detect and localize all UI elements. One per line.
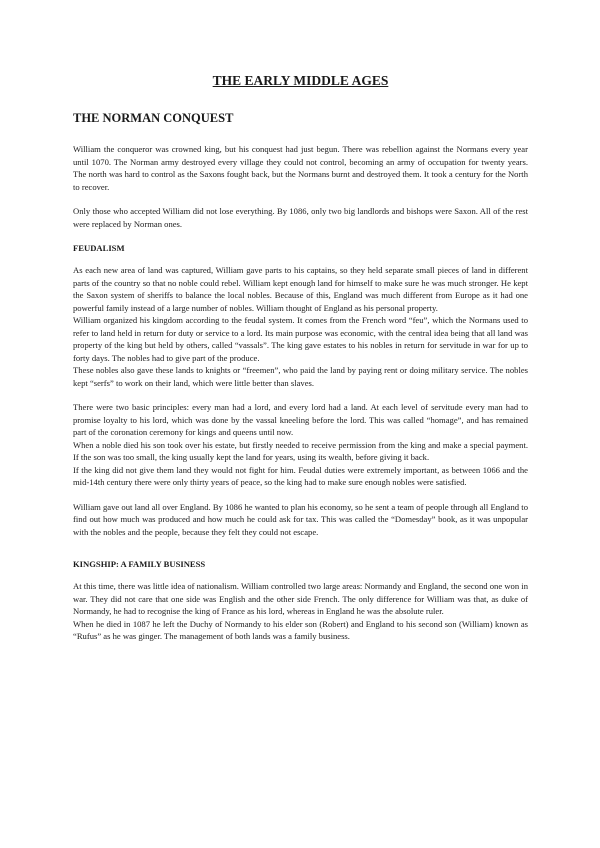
subheading-kingship-main: KINGSHIP bbox=[73, 559, 116, 569]
subheading-kingship-rest: : A FAMILY BUSINESS bbox=[115, 559, 206, 569]
paragraph: If the king did not give them land they would not fight for him. Feudal duties were extremely important, as between 1066 and the mid-14th century there were only thirty years of peace, so the king had to make sure enough nobles were satisfied. bbox=[73, 464, 528, 487]
paragraph: When a noble died his son took over his estate, but firstly needed to receive permission from the king and make a special payment. If the son was too small, the king usually kept the land for years, using its wealth, before giving it back. bbox=[73, 439, 528, 462]
subheading-kingship bbox=[73, 558, 528, 570]
paragraph: William gave out land all over England. By 1086 he wanted to plan his economy, so he sent a team of people through all England to find out how much was produced and how much he could ask for tax. This was called the “Domesday” book, as it was unpopular with the nobles and the people, because they felt they could not escape. bbox=[73, 501, 528, 537]
section-title: THE NORMAN CONQUEST bbox=[73, 111, 234, 125]
paragraph: Only those who accepted William did not lose everything. By 1086, only two big landlords and bishops were Saxon. All of the rest were replaced by Norman ones. bbox=[73, 206, 528, 229]
paragraph: These nobles also gave these lands to knights or “freemen”, who paid the land by paying rent or doing military service. The nobles kept “serfs” to work on their land, which were little better than slaves. bbox=[73, 365, 528, 388]
subheading-feudalism: FEUDALISM bbox=[73, 243, 125, 253]
paragraph: When he died in 1087 he left the Duchy of Normandy to his elder son (Robert) and England to his second son (William) known as “Rufus” as he was ginger. The management of both lands was a family business. bbox=[73, 618, 528, 641]
paragraph: William organized his kingdom according to the feudal system. It comes from the French word “feu”, which the Normans used to refer to land held in return for duty or service to a lord. Its main purpose was economic, with the central idea being that all land was property of the king but held by others, called “vassals”. The king gave estates to his nobles in return for servitude in war for up to forty days. The nobles had to give part of the produce. bbox=[73, 315, 528, 363]
paragraph: As each new area of land was captured, William gave parts to his captains, so they held separate small pieces of land in different parts of the country so that no noble could rebel. William kept enough land for himself to make sure he was much stronger. He kept the Saxon system of sheriffs to balance the local nobles. Because of this, England was much different from Europe as it had one powerful family instead of a large number of nobles. William thought of England as his personal property. bbox=[73, 265, 528, 313]
paragraph: At this time, there was little idea of nationalism. William controlled two large areas: Normandy and England, the second one won in war. They did not care that one side was English and the other side French. The only difference for William was that, as duke of Normandy, he had to recognise the king of France as his lord, whereas in England he was the absolute ruler. bbox=[73, 581, 528, 616]
paragraph: There were two basic principles: every man had a lord, and every lord had a land. At each level of servitude every man had to promise loyalty to his lord, which was done by the vassal kneeling before the lord. This was called “homage”, and has remained part of the coronation ceremony for kings and queens until now. bbox=[73, 402, 528, 437]
paragraph: William the conqueror was crowned king, but his conquest had just begun. There was rebellion against the Normans every year until 1070. The Norman army destroyed every village they could not control, becoming an army of occupation for twenty years. The north was hard to control as the Saxons fought back, but the Normans burnt and destroyed them. It took a century for the North to recover. bbox=[73, 144, 528, 192]
document-title: THE EARLY MIDDLE AGES bbox=[212, 73, 389, 88]
